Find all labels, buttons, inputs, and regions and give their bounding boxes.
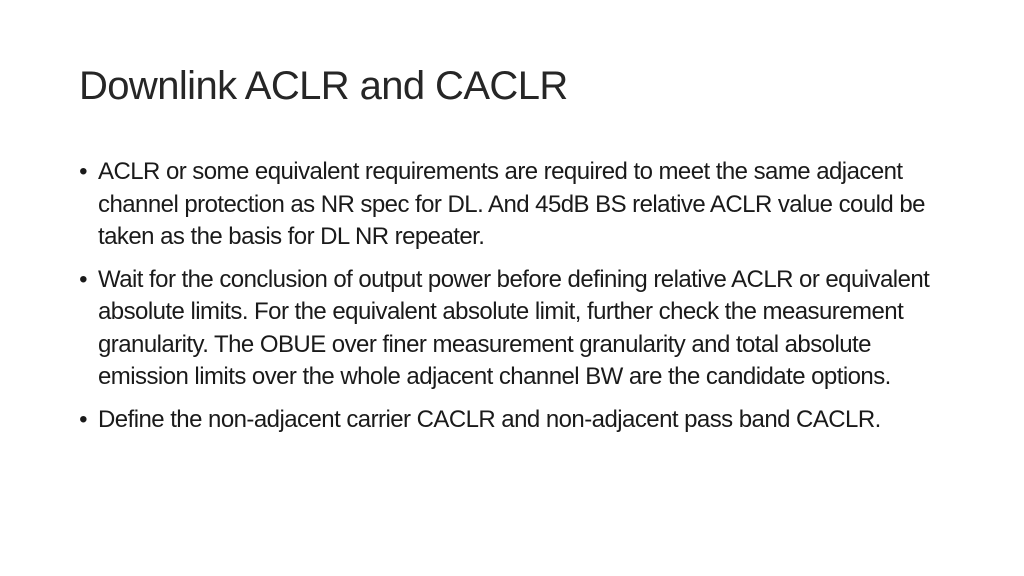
bullet-icon: • bbox=[79, 405, 87, 433]
slide-title: Downlink ACLR and CACLR bbox=[79, 64, 568, 108]
bullet-item bbox=[72, 264, 952, 394]
bullet-text: ACLR or some equivalent requirements are required to meet the same adjacent channel protection as NR spec for DL. And 45dB BS relative ACLR value could be taken as the basis for DL NR repeater. bbox=[98, 158, 925, 250]
bullet-icon: • bbox=[79, 265, 87, 293]
bullet-item bbox=[72, 404, 952, 437]
bullet-text: Define the non-adjacent carrier CACLR and non-adjacent pass band CACLR. bbox=[98, 405, 881, 433]
bullet-icon: • bbox=[79, 158, 87, 185]
bullet-list bbox=[72, 156, 952, 446]
bullet-text: Wait for the conclusion of output power before defining relative ACLR or equivalent absolute limits. For the equivalent absolute limit, further check the measurement granularity. The OBUE over finer measurement granularity and total absolute emission limits over the whole adjacent channel BW are the candidate options. bbox=[98, 265, 930, 390]
bullet-item bbox=[72, 156, 952, 254]
